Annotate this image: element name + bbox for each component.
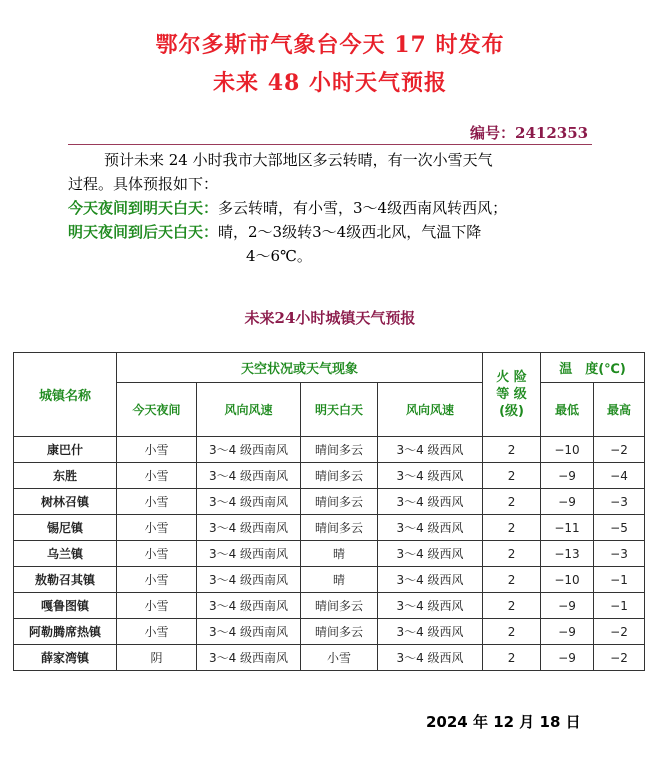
cell-fire: 2 [483,515,541,541]
cell-tomorrow: 晴 [301,541,378,567]
cell-tonight: 小雪 [117,619,197,645]
cell-tomorrow: 小雪 [301,645,378,671]
header-fire-text: 火 险 等 级 (级) [496,370,527,419]
cell-tonight: 阴 [117,645,197,671]
cell-wind2: 3～4 级西风 [378,619,483,645]
header-sky: 天空状况或天气现象 [117,353,483,383]
cell-wind2: 3～4 级西风 [378,489,483,515]
cell-fire: 2 [483,645,541,671]
header-wind-1: 风向风速 [197,383,301,437]
cell-wind2: 3～4 级西风 [378,515,483,541]
summary-line-1: 预计未来 24 小时我市大部地区多云转晴，有一次小雪天气 [104,151,493,169]
cell-min: −9 [541,619,594,645]
cell-town: 嘎鲁图镇 [14,593,117,619]
table-title: 未来24小时城镇天气预报 [244,309,416,327]
cell-max: −3 [594,541,645,567]
header-fire-level [483,353,541,437]
cell-wind1: 3～4 级西南风 [197,567,301,593]
cell-tonight: 小雪 [117,541,197,567]
forecast-tonight-text: 多云转晴，有小雪，3～4级西南风转西风； [218,199,508,217]
cell-max: −1 [594,593,645,619]
cell-max: −1 [594,567,645,593]
table-row [14,645,645,671]
cell-min: −9 [541,593,594,619]
serial-value: 2412353 [515,124,589,142]
forecast-tomorrow-text-cont: 4～6℃。 [246,247,312,265]
cell-wind1: 3～4 级西南风 [197,619,301,645]
cell-wind1: 3～4 级西南风 [197,437,301,463]
cell-max: −2 [594,437,645,463]
forecast-tomorrow [68,220,481,244]
cell-max: −2 [594,619,645,645]
cell-wind1: 3～4 级西南风 [197,593,301,619]
table-row [14,593,645,619]
cell-wind1: 3～4 级西南风 [197,541,301,567]
cell-wind2: 3～4 级西风 [378,567,483,593]
cell-tomorrow: 晴间多云 [301,437,378,463]
cell-tonight: 小雪 [117,593,197,619]
cell-max: −2 [594,645,645,671]
cell-fire: 2 [483,541,541,567]
cell-min: −10 [541,567,594,593]
cell-max: −5 [594,515,645,541]
table-row [14,619,645,645]
cell-min: −11 [541,515,594,541]
header-temp: 温 度(℃) [541,353,645,383]
town-forecast-table [13,352,645,671]
cell-tomorrow: 晴 [301,567,378,593]
issue-date: 2024 年 12 月 18 日 [426,713,581,731]
cell-tonight: 小雪 [117,463,197,489]
cell-max: −3 [594,489,645,515]
cell-tonight: 小雪 [117,567,197,593]
cell-wind2: 3～4 级西风 [378,593,483,619]
cell-wind1: 3～4 级西南风 [197,645,301,671]
forecast-tonight-label: 今天夜间到明天白天： [68,199,219,217]
cell-town: 阿勒腾席热镇 [14,619,117,645]
cell-wind2: 3～4 级西风 [378,437,483,463]
cell-fire: 2 [483,489,541,515]
cell-min: −9 [541,645,594,671]
cell-wind1: 3～4 级西南风 [197,463,301,489]
title-line-1: 鄂尔多斯市气象台今天 17 时发布 [155,32,505,58]
table-row [14,489,645,515]
table-row [14,541,645,567]
forecast-tomorrow-label: 明天夜间到后天白天： [68,223,219,241]
summary-line-2: 过程。具体预报如下： [68,175,219,193]
cell-min: −9 [541,489,594,515]
cell-min: −13 [541,541,594,567]
cell-min: −10 [541,437,594,463]
table-body [14,437,645,671]
cell-tonight: 小雪 [117,515,197,541]
serial-label: 编号： [470,124,516,142]
cell-fire: 2 [483,437,541,463]
header-wind-2: 风向风速 [378,383,483,437]
table-row [14,515,645,541]
cell-wind2: 3～4 级西风 [378,645,483,671]
cell-tomorrow: 晴间多云 [301,463,378,489]
cell-min: −9 [541,463,594,489]
cell-fire: 2 [483,619,541,645]
cell-tomorrow: 晴间多云 [301,619,378,645]
cell-town: 敖勒召其镇 [14,567,117,593]
summary-paragraph [68,148,493,196]
header-tomorrow: 明天白天 [301,383,378,437]
cell-tonight: 小雪 [117,437,197,463]
table-row [14,437,645,463]
cell-wind2: 3～4 级西风 [378,541,483,567]
forecast-tomorrow-text: 晴，2～3级转3～4级西北风，气温下降 [218,223,482,241]
cell-town: 康巴什 [14,437,117,463]
forecast-tonight [68,196,507,220]
cell-fire: 2 [483,567,541,593]
cell-fire: 2 [483,463,541,489]
title-line-2: 未来 48 小时天气预报 [213,70,447,96]
cell-wind1: 3～4 级西南风 [197,489,301,515]
cell-town: 锡尼镇 [14,515,117,541]
header-tonight: 今天夜间 [117,383,197,437]
table-row [14,567,645,593]
cell-town: 东胜 [14,463,117,489]
header-divider [68,144,592,145]
cell-town: 树林召镇 [14,489,117,515]
cell-tomorrow: 晴间多云 [301,515,378,541]
serial-number-label [470,122,588,143]
cell-tomorrow: 晴间多云 [301,489,378,515]
header-town: 城镇名称 [14,353,117,437]
header-min: 最低 [541,383,594,437]
cell-wind1: 3～4 级西南风 [197,515,301,541]
cell-tonight: 小雪 [117,489,197,515]
cell-town: 乌兰镇 [14,541,117,567]
cell-tomorrow: 晴间多云 [301,593,378,619]
cell-max: −4 [594,463,645,489]
cell-wind2: 3～4 级西风 [378,463,483,489]
cell-fire: 2 [483,593,541,619]
table-row [14,463,645,489]
header-max: 最高 [594,383,645,437]
cell-town: 薛家湾镇 [14,645,117,671]
